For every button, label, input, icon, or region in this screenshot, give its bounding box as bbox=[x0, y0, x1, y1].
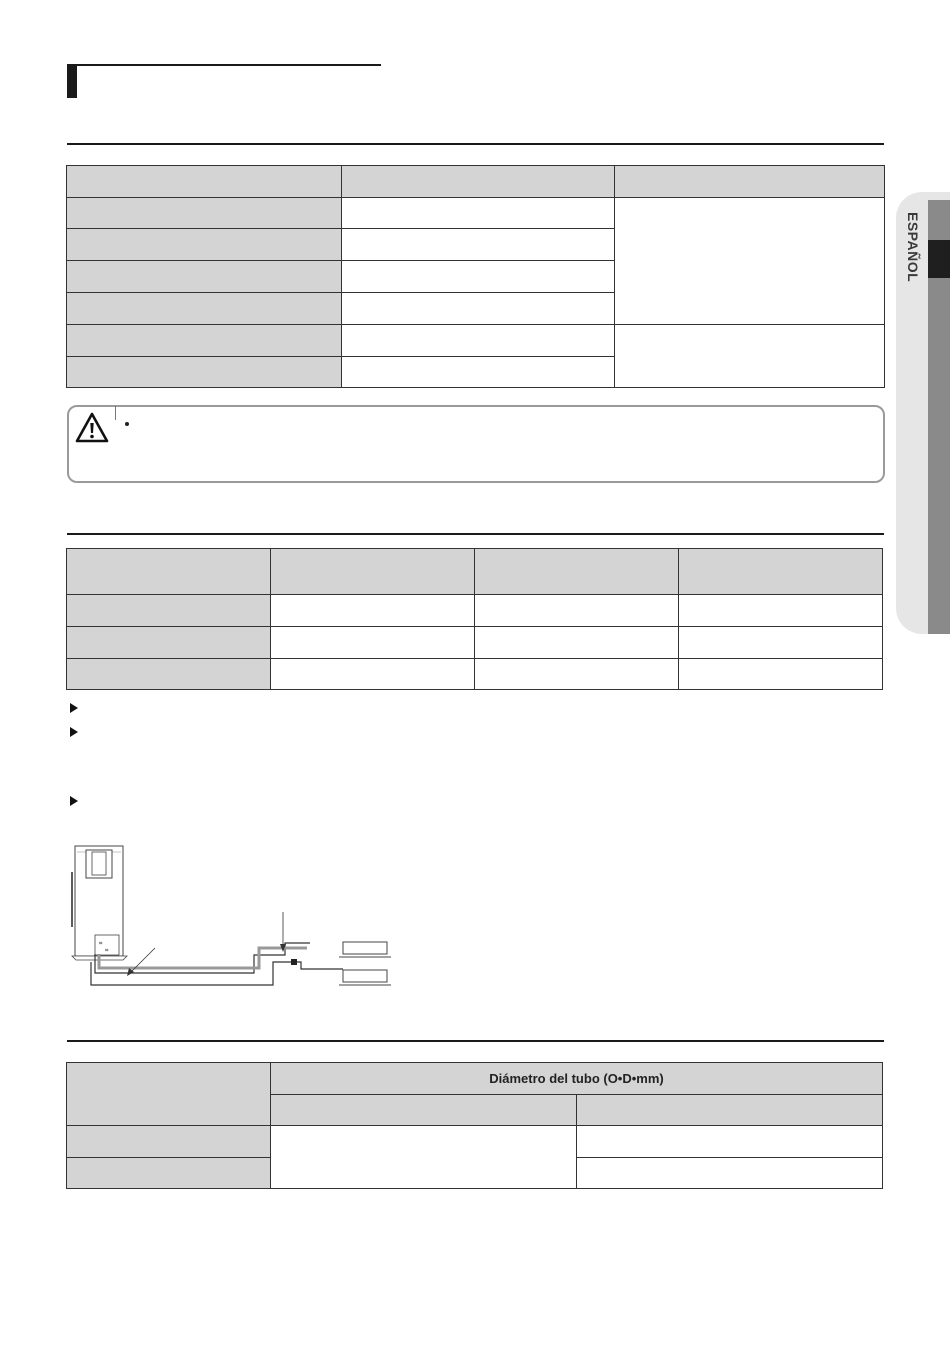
svg-text:⌗: ⌗ bbox=[99, 940, 103, 947]
table-2-cell bbox=[475, 627, 679, 659]
table-2-cell bbox=[679, 595, 883, 627]
table-2-header-cell bbox=[271, 549, 475, 595]
table-1-row-label bbox=[67, 261, 342, 293]
table-1-cell bbox=[342, 357, 615, 388]
table-1-row-label bbox=[67, 357, 342, 388]
triangle-right-icon bbox=[70, 727, 78, 737]
table-2-cell bbox=[475, 659, 679, 690]
table-2-row-label bbox=[67, 595, 271, 627]
side-tab-marker bbox=[928, 240, 950, 278]
table-3-header-cell bbox=[577, 1095, 883, 1126]
outdoor-unit-illustration bbox=[72, 846, 127, 960]
table-1-row-label bbox=[67, 229, 342, 261]
table-1-row-label bbox=[67, 325, 342, 357]
table-3-cell bbox=[577, 1158, 883, 1189]
table-1-merged-cell bbox=[615, 198, 885, 325]
table-2-cell bbox=[271, 595, 475, 627]
table-1-cell bbox=[342, 261, 615, 293]
triangle-right-icon bbox=[70, 796, 78, 806]
table-2-header-cell bbox=[475, 549, 679, 595]
table-2-row-label bbox=[67, 659, 271, 690]
section-rule-3 bbox=[67, 1040, 884, 1042]
piping-diagram bbox=[67, 842, 397, 992]
branch-joint bbox=[291, 959, 297, 965]
section-title-underline bbox=[77, 64, 381, 66]
svg-text:⌗: ⌗ bbox=[105, 947, 109, 954]
indoor-unit-illustration bbox=[339, 942, 391, 957]
caution-separator bbox=[115, 406, 116, 420]
table-3-row-label bbox=[67, 1158, 271, 1189]
indoor-unit-illustration bbox=[339, 970, 391, 985]
table-1-row-label bbox=[67, 293, 342, 325]
table-3-row-label bbox=[67, 1126, 271, 1158]
section-rule-2 bbox=[67, 533, 884, 535]
table-1-cell bbox=[342, 198, 615, 229]
table-3-header-cell bbox=[67, 1063, 271, 1126]
table-1 bbox=[66, 165, 885, 388]
language-tab-label: ESPAÑOL bbox=[905, 212, 921, 283]
warning-triangle-icon bbox=[75, 411, 109, 445]
table-1-row-label bbox=[67, 198, 342, 229]
table-1-cell bbox=[342, 229, 615, 261]
table-1-cell bbox=[342, 325, 615, 357]
section-rule-1 bbox=[67, 143, 884, 145]
table-2 bbox=[66, 548, 883, 690]
table-2-header-cell bbox=[67, 549, 271, 595]
table-2-header-cell bbox=[679, 549, 883, 595]
section-title-marker bbox=[67, 64, 77, 98]
table-3 bbox=[66, 1062, 883, 1189]
table-1-header-cell bbox=[342, 166, 615, 198]
table-2-cell bbox=[679, 627, 883, 659]
table-1-header-cell bbox=[67, 166, 342, 198]
table-2-cell bbox=[271, 627, 475, 659]
table-3-merged-cell bbox=[271, 1126, 577, 1189]
table-3-header-cell bbox=[271, 1095, 577, 1126]
triangle-right-icon bbox=[70, 703, 78, 713]
table-1-header-cell bbox=[615, 166, 885, 198]
table-1-cell bbox=[342, 293, 615, 325]
table-3-merged-header: Diámetro del tubo (O•D•mm) bbox=[271, 1063, 883, 1095]
table-2-cell bbox=[475, 595, 679, 627]
table-2-row-label bbox=[67, 627, 271, 659]
table-2-cell bbox=[271, 659, 475, 690]
caution-box bbox=[67, 405, 885, 483]
caution-bullet bbox=[125, 422, 129, 426]
table-1-merged-cell bbox=[615, 325, 885, 388]
table-3-cell bbox=[577, 1126, 883, 1158]
table-2-cell bbox=[679, 659, 883, 690]
